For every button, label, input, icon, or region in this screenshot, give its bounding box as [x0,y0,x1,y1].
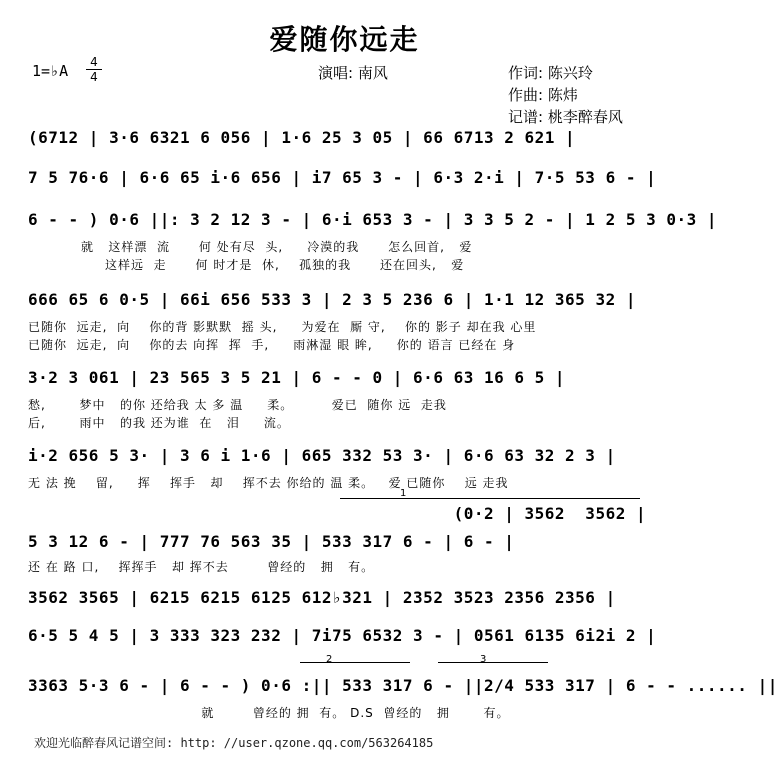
notation-line-10: 6·5 5 4 5 | 3 333 323 232 | 7i75 6532 3 - | 0561 6135 6i2i 2 | [28,626,657,645]
volta-2-number: 2 [326,654,333,665]
lyric-line-8a: 还 在 路 口, 挥挥手 却 挥不去 曾经的 拥 有。 [28,560,375,574]
lyricist-credit: 作词: 陈兴玲 [508,64,593,82]
notation-line-3: 6 - - ) 0·6 ||: 3 2 12 3 - | 6·i 653 3 - | 3 3 5 2 - | 1 2 5 3 0·3 | [28,210,718,229]
lyric-line-11a: 就 曾经的 拥 有。 D.S 曾经的 拥 有。 [28,706,510,720]
volta-3-bracket [438,662,548,663]
time-top: 4 [90,55,98,69]
volta-2-bracket [300,662,410,663]
lyric-line-5a: 愁, 梦中 的你 还给我 太 多 温 柔。 爱已 随你 远 走我 [28,398,447,412]
notation-line-9: 3562 3565 | 6215 6215 6125 612♭321 | 2352 3523 2356 2356 | [28,588,616,607]
time-signature [86,56,102,83]
lyric-line-3a: 就 这样漂 流 何 处有尽 头, 冷漠的我 怎么回首, 爱 [28,240,473,254]
lyric-line-4a: 已随你 远走, 向 你的背 影默默 摇 头, 为爱在 厮 守, 你的 影子 却在我 心里 [28,320,537,334]
notation-line-4: 666 65 6 0·5 | 66i 656 533 3 | 2 3 5 236 6 | 1·1 12 365 32 | [28,290,636,309]
transcriber-credit: 记谱: 桃李醉春风 [508,108,623,126]
volta-3-number: 3 [480,654,487,665]
lyric-line-3b: 这样远 走 何 时才是 休, 孤独的我 还在回头, 爱 [28,258,465,272]
notation-line-5: 3·2 3 061 | 23 565 3 5 21 | 6 - - 0 | 6·6 63 16 6 5 | [28,368,566,387]
composer-credit: 作曲: 陈炜 [508,86,578,104]
notation-line-2: 7 5 76·6 | 6·6 65 i·6 656 | i7 65 3 - | 6·3 2·i | 7·5 53 6 - | [28,168,657,187]
singer-credit: 演唱: 南风 [318,64,388,82]
lyric-line-6a: 无 法 挽 留, 挥 挥手 却 挥不去 你给的 温 柔。 爱 已随你 远 走我 [28,476,509,490]
key-signature: 1=♭A [32,62,69,80]
song-title: 爱随你远走 [269,23,420,56]
notation-line-11: 3363 5·3 6 - | 6 - - ) 0·6 :|| 533 317 6 - ||2/4 533 317 | 6 - - ...... || [28,676,778,695]
notation-line-8: 5 3 12 6 - | 777 76 563 35 | 533 317 6 - | 6 - | [28,532,515,551]
volta-1-bracket [340,498,640,499]
lyric-line-4b: 已随你 远走, 向 你的去 向挥 挥 手, 雨淋湿 眼 眸, 你的 语言 已经在 身 [28,338,516,352]
footer-credit: 欢迎光临醉春风记谱空间: http: //user.qzone.qq.com/563264185 [34,736,434,750]
notation-line-6: i·2 656 5 3· | 3 6 i 1·6 | 665 332 53 3· | 6·6 63 32 2 3 | [28,446,616,465]
time-bottom: 4 [90,70,98,84]
lyric-line-5b: 后, 雨中 的我 还为谁 在 泪 流。 [28,416,290,430]
volta-1-number: 1 [400,488,407,499]
notation-line-7: (0·2 | 3562 3562 | [28,504,647,523]
notation-line-1: (6712 | 3·6 6321 6 056 | 1·6 25 3 05 | 66 6713 2 621 | [28,128,576,147]
